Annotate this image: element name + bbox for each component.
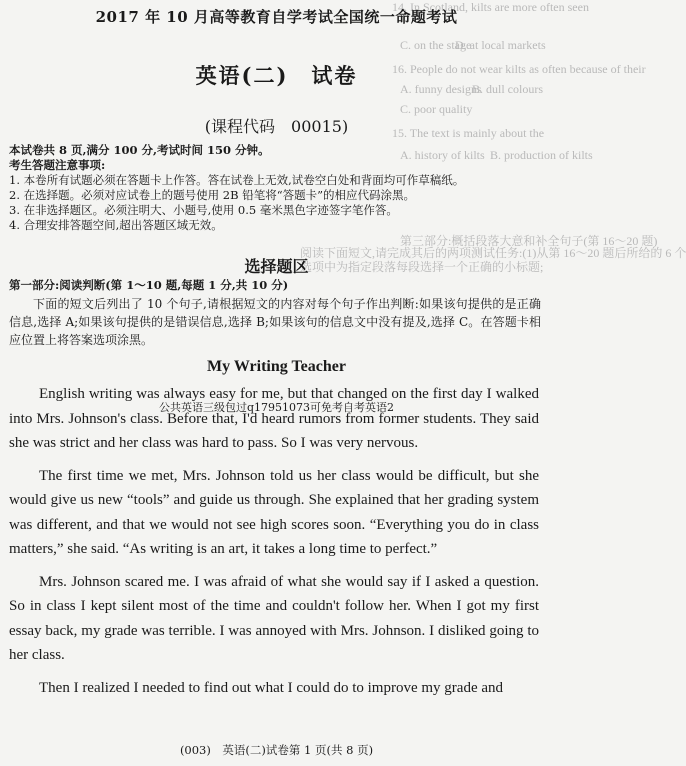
subject-title: 英语(二) 试卷: [195, 63, 358, 88]
watermark-overlay: 公共英语三级包过q17951073可免考自考英语2: [158, 401, 395, 414]
ghost-line: C. on the stage: [400, 38, 472, 52]
ghost-line: B. production of kilts: [490, 148, 593, 162]
notice-item: 4. 合理安排答题空间,超出答题区域无效。: [9, 218, 223, 232]
ghost-line: 16. People do not wear kilts as often because of their: [392, 62, 646, 76]
ghost-line: D. at local markets: [455, 38, 546, 52]
part-heading: 第一部分:阅读判断(第 1～10 题,每题 1 分,共 10 分): [9, 278, 289, 292]
page-footer: (003) 英语(二)试卷第 1 页(共 8 页): [179, 743, 374, 757]
ghost-line: 第三部分:概括段落大意和补全句子(第 16～20 题): [400, 234, 658, 248]
ghost-line: 15. The text is mainly about the: [392, 126, 545, 140]
ghost-line: 阅读下面短文,请完成其后的两项测试任务:(1)从第 16～20 题后所给的 6 个: [300, 246, 686, 260]
notice-item: 2. 在选择题。必须对应试卷上的题号使用 2B 铅笔将“答题卡”的相应代码涂黑。: [9, 188, 415, 202]
ghost-line: A. history of kilts: [400, 148, 485, 162]
exam-info: [9, 143, 464, 233]
passage-title: My Writing Teacher: [207, 358, 346, 375]
ghost-line: C. poor quality: [400, 102, 473, 116]
notice-heading: 考生答题注意事项:: [9, 158, 106, 172]
exam-summary: 本试卷共 8 页,满分 100 分,考试时间 150 分钟。: [9, 143, 270, 157]
exam-title: 2017 年 10 月高等教育自学考试全国统一命题考试: [95, 8, 458, 26]
passage-paragraph: Then I realized I needed to find out what I could do to improve my grade and: [39, 679, 504, 696]
section-heading: 选择题区: [244, 257, 309, 276]
ghost-line: A. funny designs: [400, 82, 482, 96]
ghost-line: 选项中为指定段落每段选择一个正确的小标题;: [300, 260, 544, 274]
notice-item: 3. 在非选择题区。必须注明大、小题号,使用 0.5 毫米黑色字迹签字笔作答。: [9, 203, 398, 217]
instruction-text: 下面的短文后列出了 10 个句子,请根据短文的内容对每个句子作出判断:如果该句提供的是正确信息,选择 A;如果该句提供的是错误信息,选择 B;如果该句的信息文中没有提及,选择 C。在答题卡相应位置上将答案选项涂黑。: [9, 297, 541, 347]
course-code: (课程代码 00015): [204, 117, 349, 136]
passage-paragraph: The first time we met, Mrs. Johnson told us her class would be difficult, but she would give us new “tools” and guide us through. She explained that her grading system was different, and that we would not see high scores soon. “Everything you do in class matters,” she said. “As writing is an art, it takes a long time to perfect.”: [9, 467, 539, 557]
notice-item: 1. 本卷所有试题必须在答题卡上作答。答在试卷上无效,试卷空白处和背面均可作草稿纸。: [9, 173, 465, 187]
passage-paragraph: English writing was always easy for me, but that changed on the first day I walked into Mrs. Johnson's class. Before that, I'd heard rumors from former students. They said she was strict and her class was hard to pass. So I was very nervous.: [9, 386, 539, 451]
passage-body: [9, 382, 539, 708]
ghost-line: B. dull colours: [472, 82, 543, 96]
ghost-line: 14. In Scotland, kilts are more often seen: [392, 0, 589, 14]
passage-paragraph: Mrs. Johnson scared me. I was afraid of what she would say if I asked a question. So in class I kept silent most of the time and couldn't follow her. When I got my first essay back, my grade was terrible. I was annoyed with Mrs. Johnson. I disliked going to her class.: [9, 573, 539, 663]
